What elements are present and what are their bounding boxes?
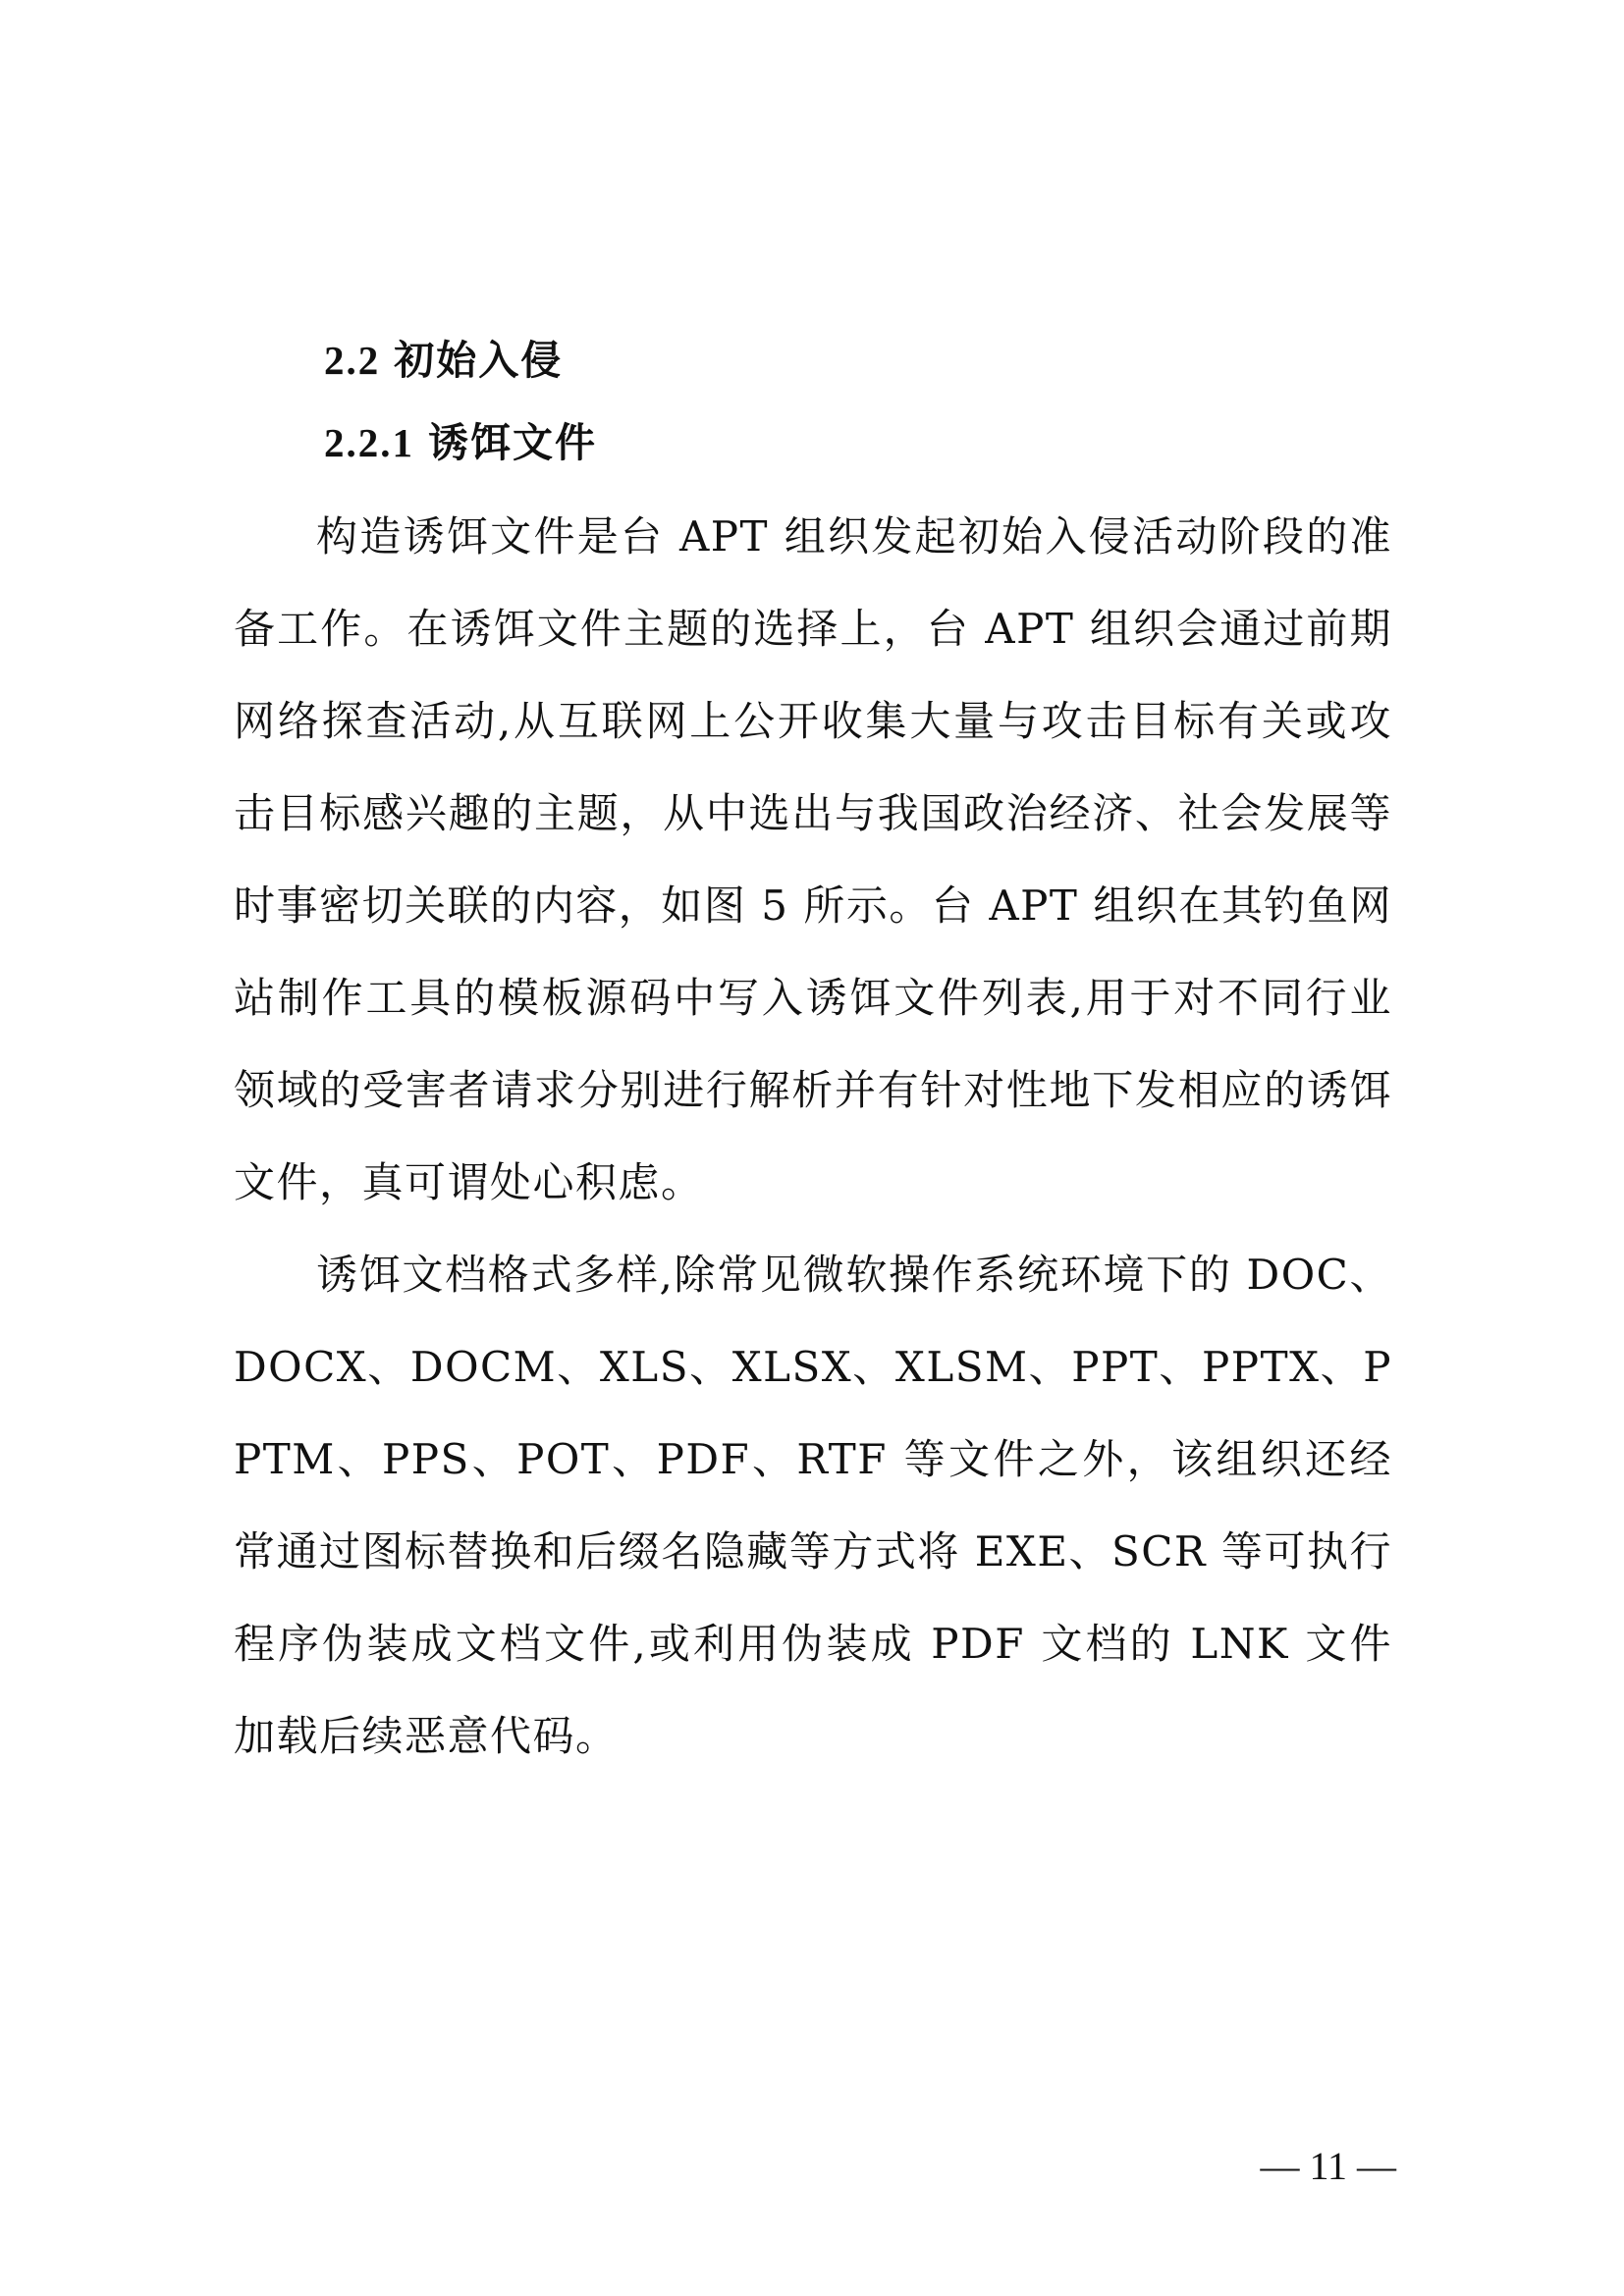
section-number: 2.2 xyxy=(324,338,381,383)
page-number: — 11 — xyxy=(1260,2144,1396,2188)
section-title: 诱饵文件 xyxy=(428,419,597,466)
section-number: 2.2.1 xyxy=(324,420,414,465)
section-title: 初始入侵 xyxy=(394,337,564,384)
paragraph-bait-file-construction: 构造诱饵文件是台 APT 组织发起初始入侵活动阶段的准备工作。在诱饵文件主题的选择上，台 APT 组织会通过前期网络探查活动,从互联网上公开收集大量与攻击目标有关或攻击目标感兴趣的主题，从中选出与我国政治经济、社会发展等时事密切关联的内容，如图 5 所示。台 APT 组织在其钓鱼网站制作工具的模板源码中写入诱饵文件列表,用于对不同行业领域的受害者请求分别进行解析并有针对性地下发相应的诱饵文件，真可谓处心积虑。 xyxy=(234,512,1392,1206)
document-body xyxy=(234,326,1392,1783)
section-heading-2-2-1 xyxy=(324,408,1392,477)
paragraph-bait-file-formats: 诱饵文档格式多样,除常见微软操作系统环境下的 DOC、DOCX、DOCM、XLS、XLSX、XLSM、PPT、PPTX、PPTM、PPS、POT、PDF、RTF 等文件之外，该组织还经常通过图标替换和后缀名隐藏等方式将 EXE、SCR 等可执行程序伪装成文档文件,或利用伪装成 PDF 文档的 LNK 文件加载后续恶意代码。 xyxy=(234,1251,1392,1760)
section-heading-2-2 xyxy=(324,326,1392,395)
